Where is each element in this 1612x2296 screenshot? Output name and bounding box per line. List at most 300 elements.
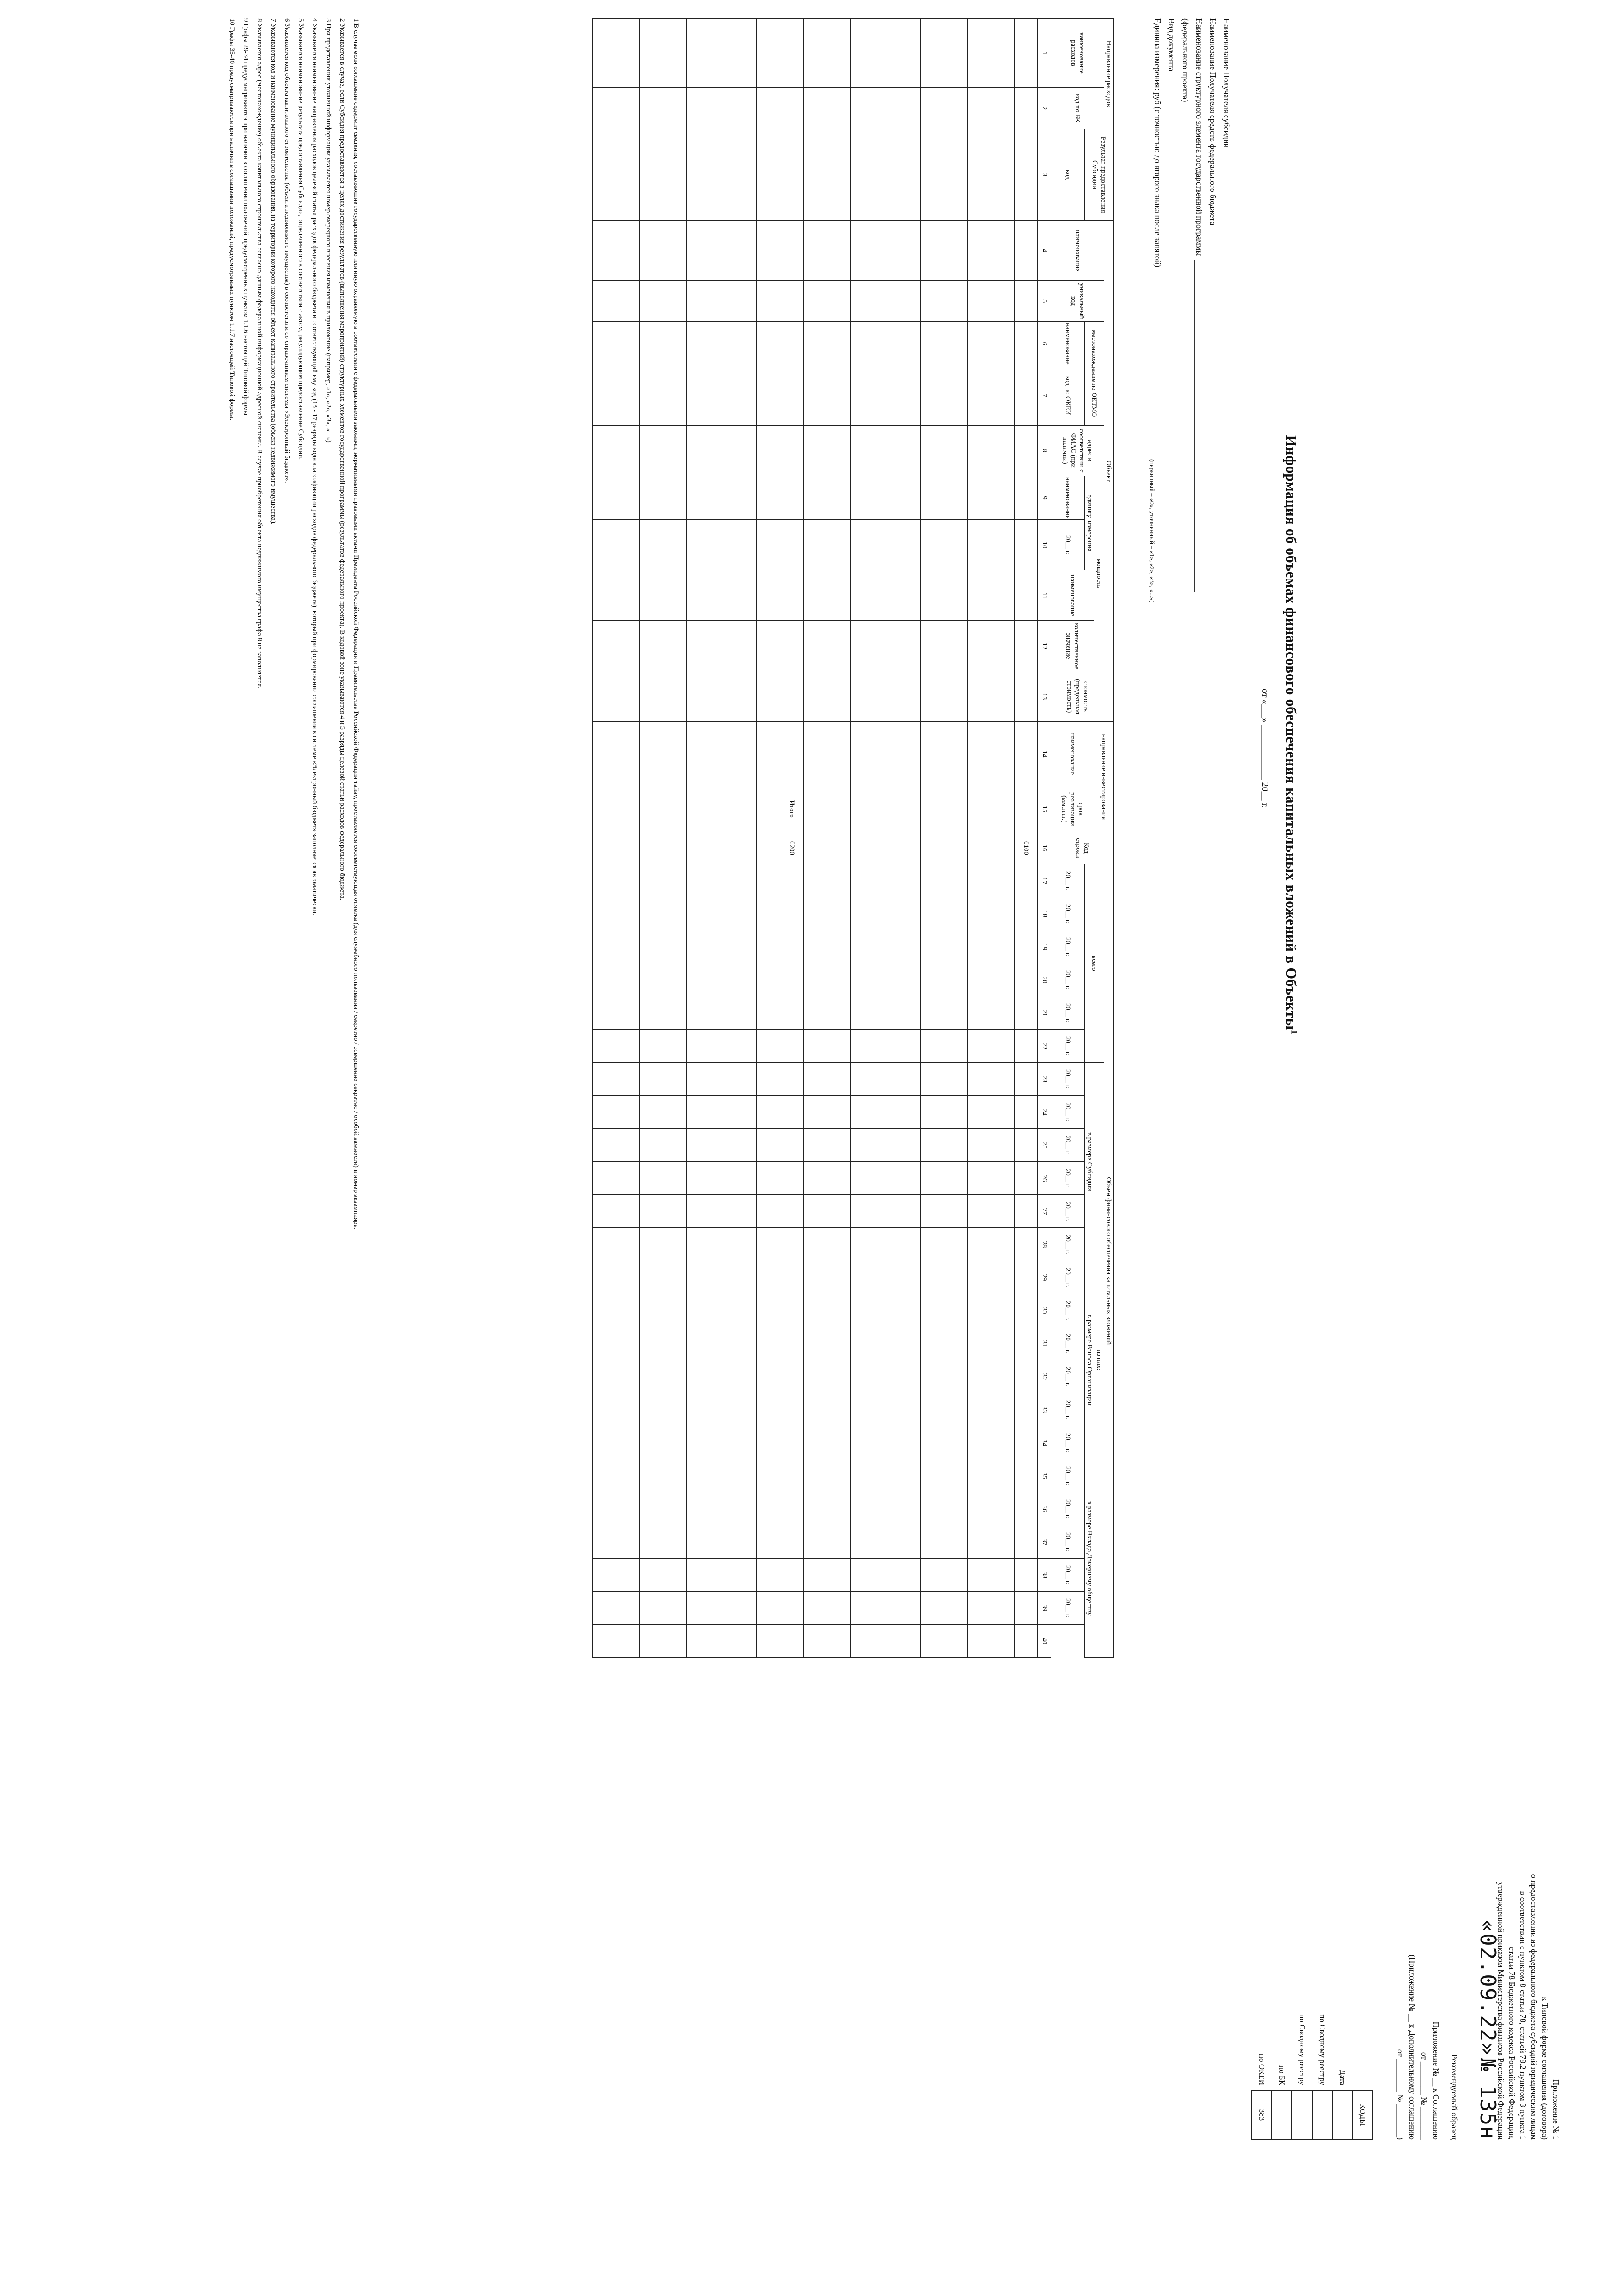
table-cell[interactable]: [733, 88, 757, 129]
table-cell[interactable]: [687, 570, 710, 621]
table-cell[interactable]: [991, 322, 1015, 366]
table-cell[interactable]: [827, 1129, 851, 1162]
table-cell[interactable]: [968, 366, 991, 425]
table-cell[interactable]: [663, 520, 687, 570]
table-cell[interactable]: [827, 897, 851, 930]
table-cell[interactable]: [804, 897, 827, 930]
table-cell[interactable]: [827, 1459, 851, 1492]
table-cell[interactable]: [640, 786, 663, 832]
table-cell[interactable]: [687, 996, 710, 1030]
table-cell[interactable]: [687, 322, 710, 366]
table-cell[interactable]: [593, 1162, 616, 1195]
table-cell[interactable]: [593, 221, 616, 281]
table-cell[interactable]: [874, 621, 897, 671]
table-cell[interactable]: [757, 1360, 780, 1393]
table-cell[interactable]: [991, 425, 1015, 476]
table-cell[interactable]: [640, 322, 663, 366]
table-cell[interactable]: [687, 832, 710, 864]
table-cell[interactable]: [640, 722, 663, 786]
table-cell[interactable]: [616, 722, 640, 786]
table-cell[interactable]: [710, 832, 733, 864]
table-cell[interactable]: [944, 520, 968, 570]
table-cell[interactable]: [968, 722, 991, 786]
table-cell[interactable]: [710, 722, 733, 786]
table-cell[interactable]: [593, 520, 616, 570]
table-cell[interactable]: [710, 930, 733, 963]
table-cell[interactable]: [663, 1327, 687, 1360]
table-cell[interactable]: [921, 1195, 944, 1228]
table-cell[interactable]: [710, 996, 733, 1030]
table-cell[interactable]: [968, 996, 991, 1030]
table-cell[interactable]: [897, 1228, 921, 1261]
table-cell[interactable]: [804, 1195, 827, 1228]
table-cell[interactable]: [874, 1162, 897, 1195]
table-cell[interactable]: [780, 1625, 804, 1658]
table-cell[interactable]: [897, 1261, 921, 1294]
table-cell[interactable]: [616, 1426, 640, 1459]
table-cell[interactable]: [733, 1559, 757, 1592]
table-cell[interactable]: [616, 786, 640, 832]
table-cell[interactable]: [991, 19, 1015, 88]
table-cell[interactable]: [874, 1592, 897, 1625]
table-cell[interactable]: [968, 1492, 991, 1525]
table-cell[interactable]: [944, 1525, 968, 1559]
table-cell[interactable]: [851, 281, 874, 322]
table-cell[interactable]: [968, 671, 991, 722]
table-cell[interactable]: [757, 476, 780, 520]
table-cell[interactable]: [640, 671, 663, 722]
table-cell[interactable]: [757, 722, 780, 786]
table-cell[interactable]: [733, 1426, 757, 1459]
table-cell[interactable]: [780, 722, 804, 786]
table-cell[interactable]: [921, 1625, 944, 1658]
table-cell[interactable]: [944, 1096, 968, 1129]
table-cell[interactable]: [710, 1327, 733, 1360]
table-cell[interactable]: [757, 1625, 780, 1658]
table-cell[interactable]: [968, 1525, 991, 1559]
table-cell[interactable]: [921, 570, 944, 621]
table-cell[interactable]: [991, 671, 1015, 722]
table-cell[interactable]: [663, 1228, 687, 1261]
table-cell[interactable]: [663, 1525, 687, 1559]
table-cell[interactable]: [733, 221, 757, 281]
table-cell[interactable]: [1015, 322, 1038, 366]
table-cell[interactable]: [593, 786, 616, 832]
table-cell[interactable]: [897, 930, 921, 963]
table-cell[interactable]: [944, 1459, 968, 1492]
table-cell[interactable]: [780, 88, 804, 129]
table-cell[interactable]: [1015, 221, 1038, 281]
table-cell[interactable]: [968, 1030, 991, 1063]
table-cell[interactable]: [897, 1625, 921, 1658]
table-cell[interactable]: [921, 786, 944, 832]
table-cell[interactable]: [757, 671, 780, 722]
table-cell[interactable]: [874, 1063, 897, 1096]
table-cell[interactable]: [874, 1096, 897, 1129]
table-cell[interactable]: [921, 281, 944, 322]
table-cell[interactable]: [851, 930, 874, 963]
table-cell[interactable]: [1015, 897, 1038, 930]
table-cell[interactable]: [593, 129, 616, 221]
table-cell[interactable]: [968, 1393, 991, 1426]
table-cell[interactable]: [874, 963, 897, 996]
table-cell[interactable]: [733, 570, 757, 621]
table-cell[interactable]: [593, 1063, 616, 1096]
table-cell[interactable]: [733, 864, 757, 897]
table-cell[interactable]: [640, 1195, 663, 1228]
table-cell[interactable]: [804, 1625, 827, 1658]
table-cell[interactable]: [991, 897, 1015, 930]
table-cell[interactable]: [921, 476, 944, 520]
table-cell[interactable]: [921, 1228, 944, 1261]
table-cell[interactable]: [640, 1261, 663, 1294]
table-cell[interactable]: [780, 1162, 804, 1195]
table-cell[interactable]: [593, 1129, 616, 1162]
table-cell[interactable]: [663, 425, 687, 476]
table-cell[interactable]: [757, 570, 780, 621]
table-cell[interactable]: [757, 221, 780, 281]
table-cell[interactable]: [921, 864, 944, 897]
table-cell[interactable]: [733, 366, 757, 425]
table-cell[interactable]: [757, 1261, 780, 1294]
table-cell[interactable]: [616, 1459, 640, 1492]
table-cell[interactable]: [921, 621, 944, 671]
table-cell[interactable]: [851, 1228, 874, 1261]
table-cell[interactable]: [780, 930, 804, 963]
table-cell[interactable]: [616, 1525, 640, 1559]
table-cell[interactable]: [663, 366, 687, 425]
table-cell[interactable]: [851, 1492, 874, 1525]
table-cell[interactable]: [733, 1129, 757, 1162]
table-cell[interactable]: [616, 425, 640, 476]
table-cell[interactable]: [921, 996, 944, 1030]
table-cell[interactable]: [897, 129, 921, 221]
table-cell[interactable]: [640, 963, 663, 996]
table-cell[interactable]: [593, 322, 616, 366]
table-cell[interactable]: [616, 897, 640, 930]
table-cell[interactable]: [944, 1559, 968, 1592]
table-cell[interactable]: [780, 366, 804, 425]
table-cell[interactable]: [851, 570, 874, 621]
table-cell[interactable]: [780, 129, 804, 221]
table-cell[interactable]: [710, 1360, 733, 1393]
table-cell[interactable]: [663, 476, 687, 520]
table-cell[interactable]: [1015, 425, 1038, 476]
table-cell[interactable]: [640, 930, 663, 963]
table-cell[interactable]: [757, 1063, 780, 1096]
table-cell[interactable]: [663, 570, 687, 621]
table-cell[interactable]: [733, 1195, 757, 1228]
table-cell[interactable]: [851, 1261, 874, 1294]
table-cell[interactable]: [921, 1294, 944, 1327]
table-cell[interactable]: [897, 1129, 921, 1162]
table-cell[interactable]: [804, 1559, 827, 1592]
table-cell[interactable]: [1015, 476, 1038, 520]
table-cell[interactable]: [780, 1030, 804, 1063]
table-cell[interactable]: [968, 1459, 991, 1492]
table-cell[interactable]: [663, 1162, 687, 1195]
table-cell[interactable]: [991, 520, 1015, 570]
table-cell[interactable]: [687, 1492, 710, 1525]
table-cell[interactable]: [710, 1625, 733, 1658]
table-cell[interactable]: [1015, 281, 1038, 322]
table-cell[interactable]: [851, 864, 874, 897]
table-cell[interactable]: [968, 281, 991, 322]
table-cell[interactable]: [640, 281, 663, 322]
table-cell[interactable]: [780, 281, 804, 322]
table-cell[interactable]: [640, 425, 663, 476]
table-cell[interactable]: [991, 1559, 1015, 1592]
table-cell[interactable]: [897, 1195, 921, 1228]
table-cell[interactable]: [804, 786, 827, 832]
table-cell[interactable]: [874, 476, 897, 520]
table-cell[interactable]: [593, 1096, 616, 1129]
table-cell[interactable]: [710, 1195, 733, 1228]
table-cell[interactable]: [968, 1592, 991, 1625]
table-cell[interactable]: [733, 322, 757, 366]
table-cell[interactable]: [874, 322, 897, 366]
table-cell[interactable]: [944, 570, 968, 621]
table-cell[interactable]: [757, 1592, 780, 1625]
table-cell[interactable]: [687, 520, 710, 570]
table-cell[interactable]: [757, 322, 780, 366]
table-cell[interactable]: [687, 19, 710, 88]
table-cell[interactable]: [804, 520, 827, 570]
table-cell[interactable]: [710, 864, 733, 897]
table-cell[interactable]: [991, 1063, 1015, 1096]
table-cell[interactable]: [827, 930, 851, 963]
table-cell[interactable]: [710, 1592, 733, 1625]
table-cell[interactable]: [663, 88, 687, 129]
table-cell[interactable]: [616, 963, 640, 996]
table-cell[interactable]: [827, 281, 851, 322]
table-cell[interactable]: [687, 671, 710, 722]
table-cell[interactable]: [710, 129, 733, 221]
table-cell[interactable]: [921, 520, 944, 570]
table-cell[interactable]: [593, 722, 616, 786]
table-cell[interactable]: [968, 786, 991, 832]
table-cell[interactable]: [593, 1360, 616, 1393]
table-cell[interactable]: [804, 88, 827, 129]
table-cell[interactable]: [593, 1559, 616, 1592]
table-cell[interactable]: [757, 1228, 780, 1261]
table-cell[interactable]: [1015, 1096, 1038, 1129]
table-cell[interactable]: [640, 1063, 663, 1096]
table-cell[interactable]: [733, 1228, 757, 1261]
table-cell[interactable]: [663, 1063, 687, 1096]
table-cell[interactable]: [874, 1261, 897, 1294]
table-cell[interactable]: [827, 1426, 851, 1459]
table-cell[interactable]: [827, 996, 851, 1030]
table-cell[interactable]: [757, 19, 780, 88]
table-cell[interactable]: [663, 322, 687, 366]
table-cell[interactable]: [968, 963, 991, 996]
table-cell[interactable]: [640, 1525, 663, 1559]
table-cell[interactable]: [733, 19, 757, 88]
table-cell[interactable]: [733, 281, 757, 322]
table-cell[interactable]: [804, 996, 827, 1030]
table-cell[interactable]: [616, 1294, 640, 1327]
table-cell[interactable]: [827, 963, 851, 996]
table-cell[interactable]: [827, 671, 851, 722]
table-cell[interactable]: [991, 832, 1015, 864]
table-cell[interactable]: [968, 1294, 991, 1327]
table-cell[interactable]: [780, 1393, 804, 1426]
table-cell[interactable]: [733, 476, 757, 520]
table-cell[interactable]: [1015, 19, 1038, 88]
table-cell[interactable]: [804, 1592, 827, 1625]
table-cell[interactable]: [710, 1096, 733, 1129]
table-cell[interactable]: [991, 221, 1015, 281]
table-cell[interactable]: [733, 1327, 757, 1360]
table-cell[interactable]: [804, 1228, 827, 1261]
table-cell[interactable]: [991, 1426, 1015, 1459]
table-cell[interactable]: [593, 88, 616, 129]
table-cell[interactable]: [921, 1327, 944, 1360]
table-cell[interactable]: [851, 476, 874, 520]
table-cell[interactable]: [663, 963, 687, 996]
table-cell[interactable]: [640, 129, 663, 221]
table-cell[interactable]: [710, 19, 733, 88]
table-cell[interactable]: [804, 1129, 827, 1162]
table-cell[interactable]: [616, 19, 640, 88]
table-cell[interactable]: [804, 1063, 827, 1096]
meta-field-line[interactable]: [1167, 76, 1176, 592]
table-cell[interactable]: [733, 1525, 757, 1559]
table-cell[interactable]: [897, 19, 921, 88]
table-cell[interactable]: [851, 520, 874, 570]
table-cell[interactable]: [616, 322, 640, 366]
table-cell[interactable]: [851, 1525, 874, 1559]
table-cell[interactable]: [687, 1426, 710, 1459]
table-cell[interactable]: [733, 671, 757, 722]
table-cell[interactable]: [827, 88, 851, 129]
table-cell[interactable]: [991, 1393, 1015, 1426]
table-cell[interactable]: [944, 476, 968, 520]
table-cell[interactable]: [944, 897, 968, 930]
table-cell[interactable]: [968, 1625, 991, 1658]
table-cell[interactable]: [944, 425, 968, 476]
table-cell[interactable]: [640, 1459, 663, 1492]
table-cell[interactable]: [733, 1162, 757, 1195]
table-cell[interactable]: [780, 1459, 804, 1492]
table-cell[interactable]: [780, 897, 804, 930]
table-cell[interactable]: [593, 1492, 616, 1525]
table-cell[interactable]: [593, 1294, 616, 1327]
table-cell[interactable]: [874, 786, 897, 832]
table-cell[interactable]: [616, 1360, 640, 1393]
table-cell[interactable]: [663, 1559, 687, 1592]
table-cell[interactable]: [827, 221, 851, 281]
table-cell[interactable]: [827, 1228, 851, 1261]
table-cell[interactable]: [991, 1030, 1015, 1063]
table-cell[interactable]: [593, 621, 616, 671]
table-cell[interactable]: [851, 1360, 874, 1393]
table-cell[interactable]: [640, 1030, 663, 1063]
table-cell[interactable]: [780, 996, 804, 1030]
table-cell[interactable]: [593, 1426, 616, 1459]
table-cell[interactable]: [780, 322, 804, 366]
table-cell[interactable]: [851, 1559, 874, 1592]
table-cell[interactable]: [640, 570, 663, 621]
table-cell[interactable]: [921, 1261, 944, 1294]
table-cell[interactable]: [897, 963, 921, 996]
table-cell[interactable]: [897, 1525, 921, 1559]
table-cell[interactable]: [827, 1559, 851, 1592]
table-cell[interactable]: [687, 1096, 710, 1129]
table-cell[interactable]: [968, 476, 991, 520]
table-cell[interactable]: [757, 1327, 780, 1360]
table-cell[interactable]: [851, 832, 874, 864]
table-cell[interactable]: [874, 1030, 897, 1063]
table-cell[interactable]: [616, 832, 640, 864]
table-cell[interactable]: [593, 1393, 616, 1426]
table-cell[interactable]: [897, 996, 921, 1030]
table-cell[interactable]: [897, 1360, 921, 1393]
table-cell[interactable]: [991, 1129, 1015, 1162]
table-cell[interactable]: [1015, 570, 1038, 621]
table-cell[interactable]: [687, 1228, 710, 1261]
table-cell[interactable]: [640, 88, 663, 129]
table-cell[interactable]: [897, 1327, 921, 1360]
table-cell[interactable]: [593, 281, 616, 322]
table-cell[interactable]: [687, 621, 710, 671]
table-cell[interactable]: [710, 1393, 733, 1426]
table-cell[interactable]: [1015, 1228, 1038, 1261]
table-cell[interactable]: [897, 1030, 921, 1063]
table-cell[interactable]: [827, 476, 851, 520]
table-cell[interactable]: [710, 1492, 733, 1525]
table-cell[interactable]: [1015, 1294, 1038, 1327]
table-cell[interactable]: [733, 1261, 757, 1294]
table-cell[interactable]: [851, 1129, 874, 1162]
table-cell[interactable]: [593, 671, 616, 722]
table-cell[interactable]: [874, 671, 897, 722]
table-cell[interactable]: [991, 1459, 1015, 1492]
table-cell[interactable]: [663, 1592, 687, 1625]
table-cell[interactable]: [921, 1592, 944, 1625]
table-cell[interactable]: [593, 996, 616, 1030]
table-cell[interactable]: [944, 1294, 968, 1327]
table-cell[interactable]: [944, 1195, 968, 1228]
table-cell[interactable]: [733, 786, 757, 832]
table-cell[interactable]: [804, 129, 827, 221]
table-cell[interactable]: [968, 570, 991, 621]
table-cell[interactable]: [827, 864, 851, 897]
table-cell[interactable]: [733, 1459, 757, 1492]
table-cell[interactable]: [944, 322, 968, 366]
table-cell[interactable]: [804, 281, 827, 322]
table-cell[interactable]: [1015, 520, 1038, 570]
table-cell[interactable]: [991, 1625, 1015, 1658]
table-cell[interactable]: [851, 1294, 874, 1327]
table-cell[interactable]: [874, 1459, 897, 1492]
table-cell[interactable]: [640, 221, 663, 281]
table-cell[interactable]: [1015, 1426, 1038, 1459]
table-cell[interactable]: [663, 1129, 687, 1162]
table-cell[interactable]: [968, 864, 991, 897]
table-cell[interactable]: [640, 832, 663, 864]
table-cell[interactable]: [780, 19, 804, 88]
table-cell[interactable]: [874, 864, 897, 897]
table-cell[interactable]: [827, 1294, 851, 1327]
table-cell[interactable]: [780, 476, 804, 520]
table-cell[interactable]: [616, 1162, 640, 1195]
table-cell[interactable]: [874, 1559, 897, 1592]
table-cell[interactable]: [757, 1129, 780, 1162]
table-cell[interactable]: [733, 621, 757, 671]
table-cell[interactable]: [757, 366, 780, 425]
